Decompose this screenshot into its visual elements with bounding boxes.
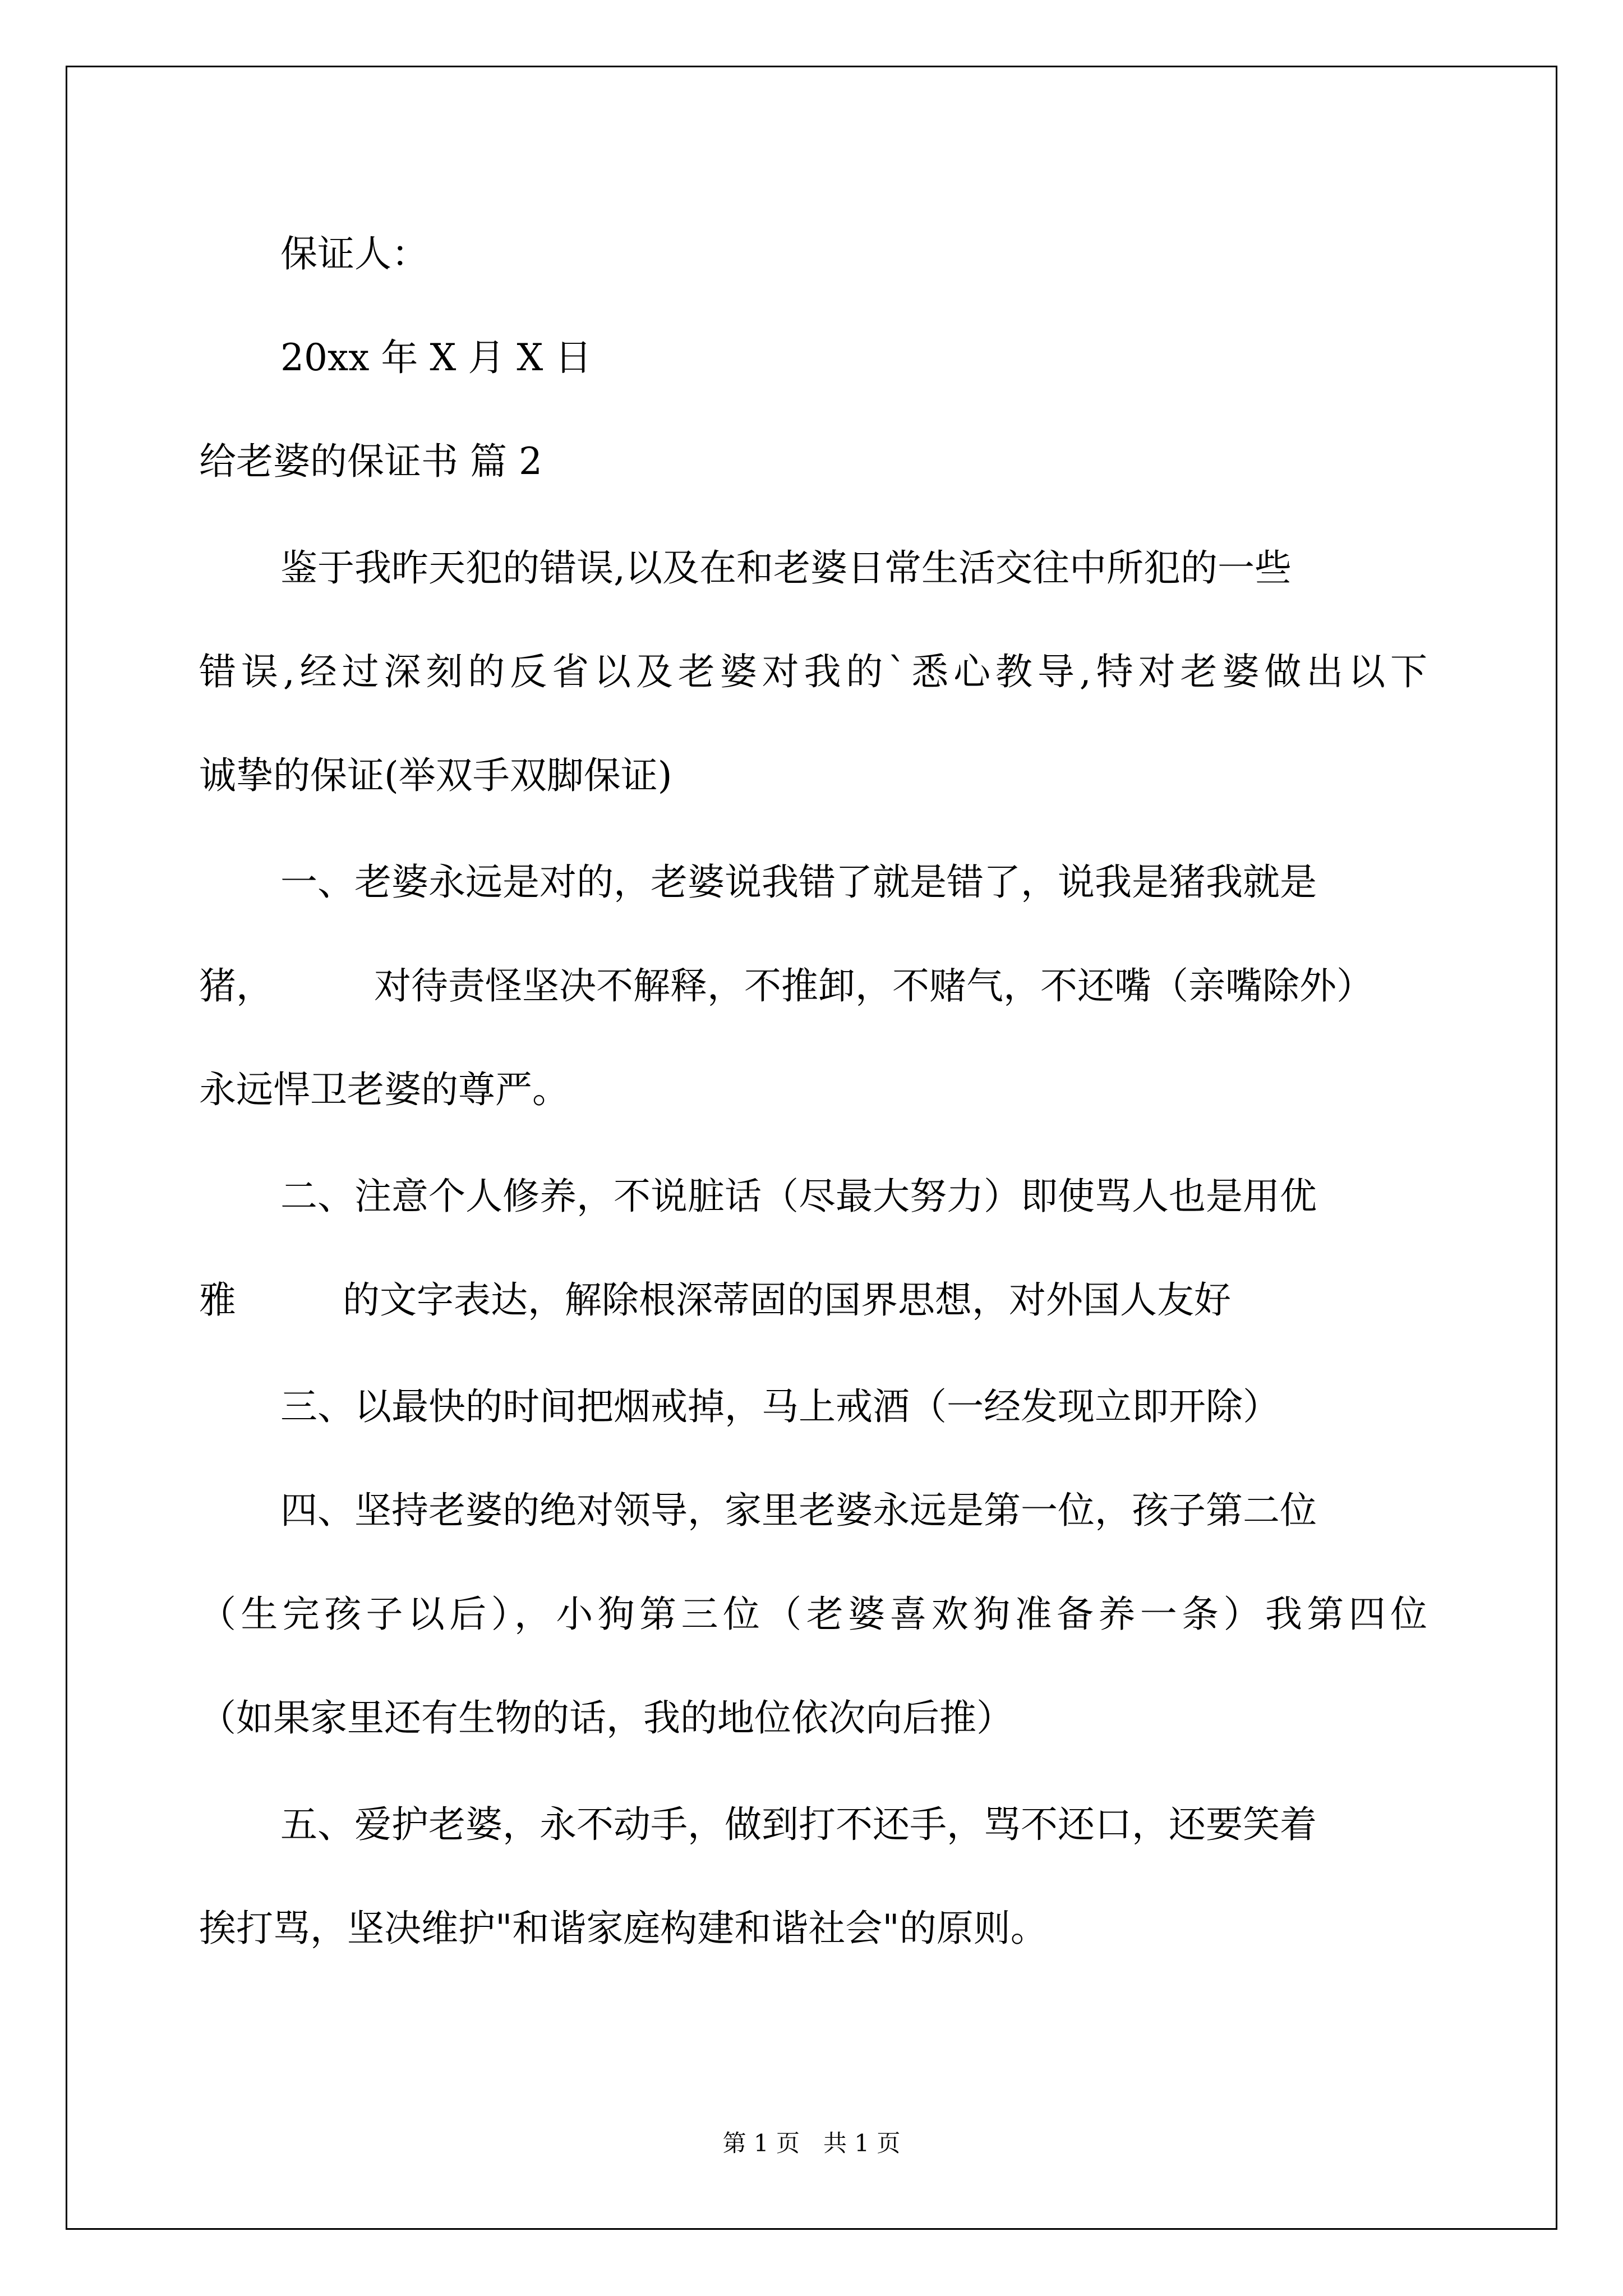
page-footer: 第 1 页 共 1 页 [722, 2129, 901, 2157]
item5-line-1: 五、爱护老婆，永不动手，做到打不还手，骂不还口，还要笑着 [280, 1803, 1317, 1846]
item2-line-2 [199, 1278, 1231, 1322]
item2-line-1: 二、注意个人修养，不说脏话（尽最大努力）即使骂人也是用优 [280, 1175, 1317, 1218]
item2-line-2-start: 雅 [199, 1278, 236, 1322]
item1-line-1: 一、老婆永远是对的，老婆说我错了就是错了，说我是猪我就是 [280, 861, 1317, 904]
item5-line-2: 挨打骂，坚决维护"和谐家庭构建和谐社会"的原则。 [199, 1907, 1048, 1950]
item4-line-3: （如果家里还有生物的话，我的地位依次向后推） [199, 1696, 1013, 1740]
item4-line-2: （生完孩子以后），小狗第三位（老婆喜欢狗准备养一条）我第四位 [199, 1593, 1427, 1636]
intro-line-2: 错误,经过深刻的反省以及老婆对我的`悉心教导,特对老婆做出以下 [199, 650, 1427, 693]
signature-label: 保证人： [280, 232, 428, 275]
item3-line-1: 三、以最快的时间把烟戒掉，马上戒酒（一经发现立即开除） [280, 1385, 1280, 1428]
section-title: 给老婆的保证书 篇 2 [199, 440, 542, 483]
intro-line-3: 诚挚的保证(举双手双脚保证) [199, 754, 672, 797]
item1-line-3: 永远悍卫老婆的尊严。 [199, 1068, 569, 1111]
item1-line-2 [199, 964, 1373, 1007]
item2-line-2-end: 的文字表达，解除根深蒂固的国界思想，对外国人友好 [343, 1278, 1231, 1322]
date-line: 20xx 年 X 月 X 日 [280, 336, 592, 379]
item1-line-2-start: 猪， [199, 964, 273, 1007]
page-border [66, 66, 1557, 2230]
item4-line-1: 四、坚持老婆的绝对领导，家里老婆永远是第一位，孩子第二位 [280, 1489, 1317, 1532]
intro-line-1: 鉴于我昨天犯的错误,以及在和老婆日常生活交往中所犯的一些 [280, 546, 1292, 590]
item1-line-2-end: 对待责怪坚决不解释，不推卸，不赌气，不还嘴（亲嘴除外） [374, 964, 1373, 1007]
